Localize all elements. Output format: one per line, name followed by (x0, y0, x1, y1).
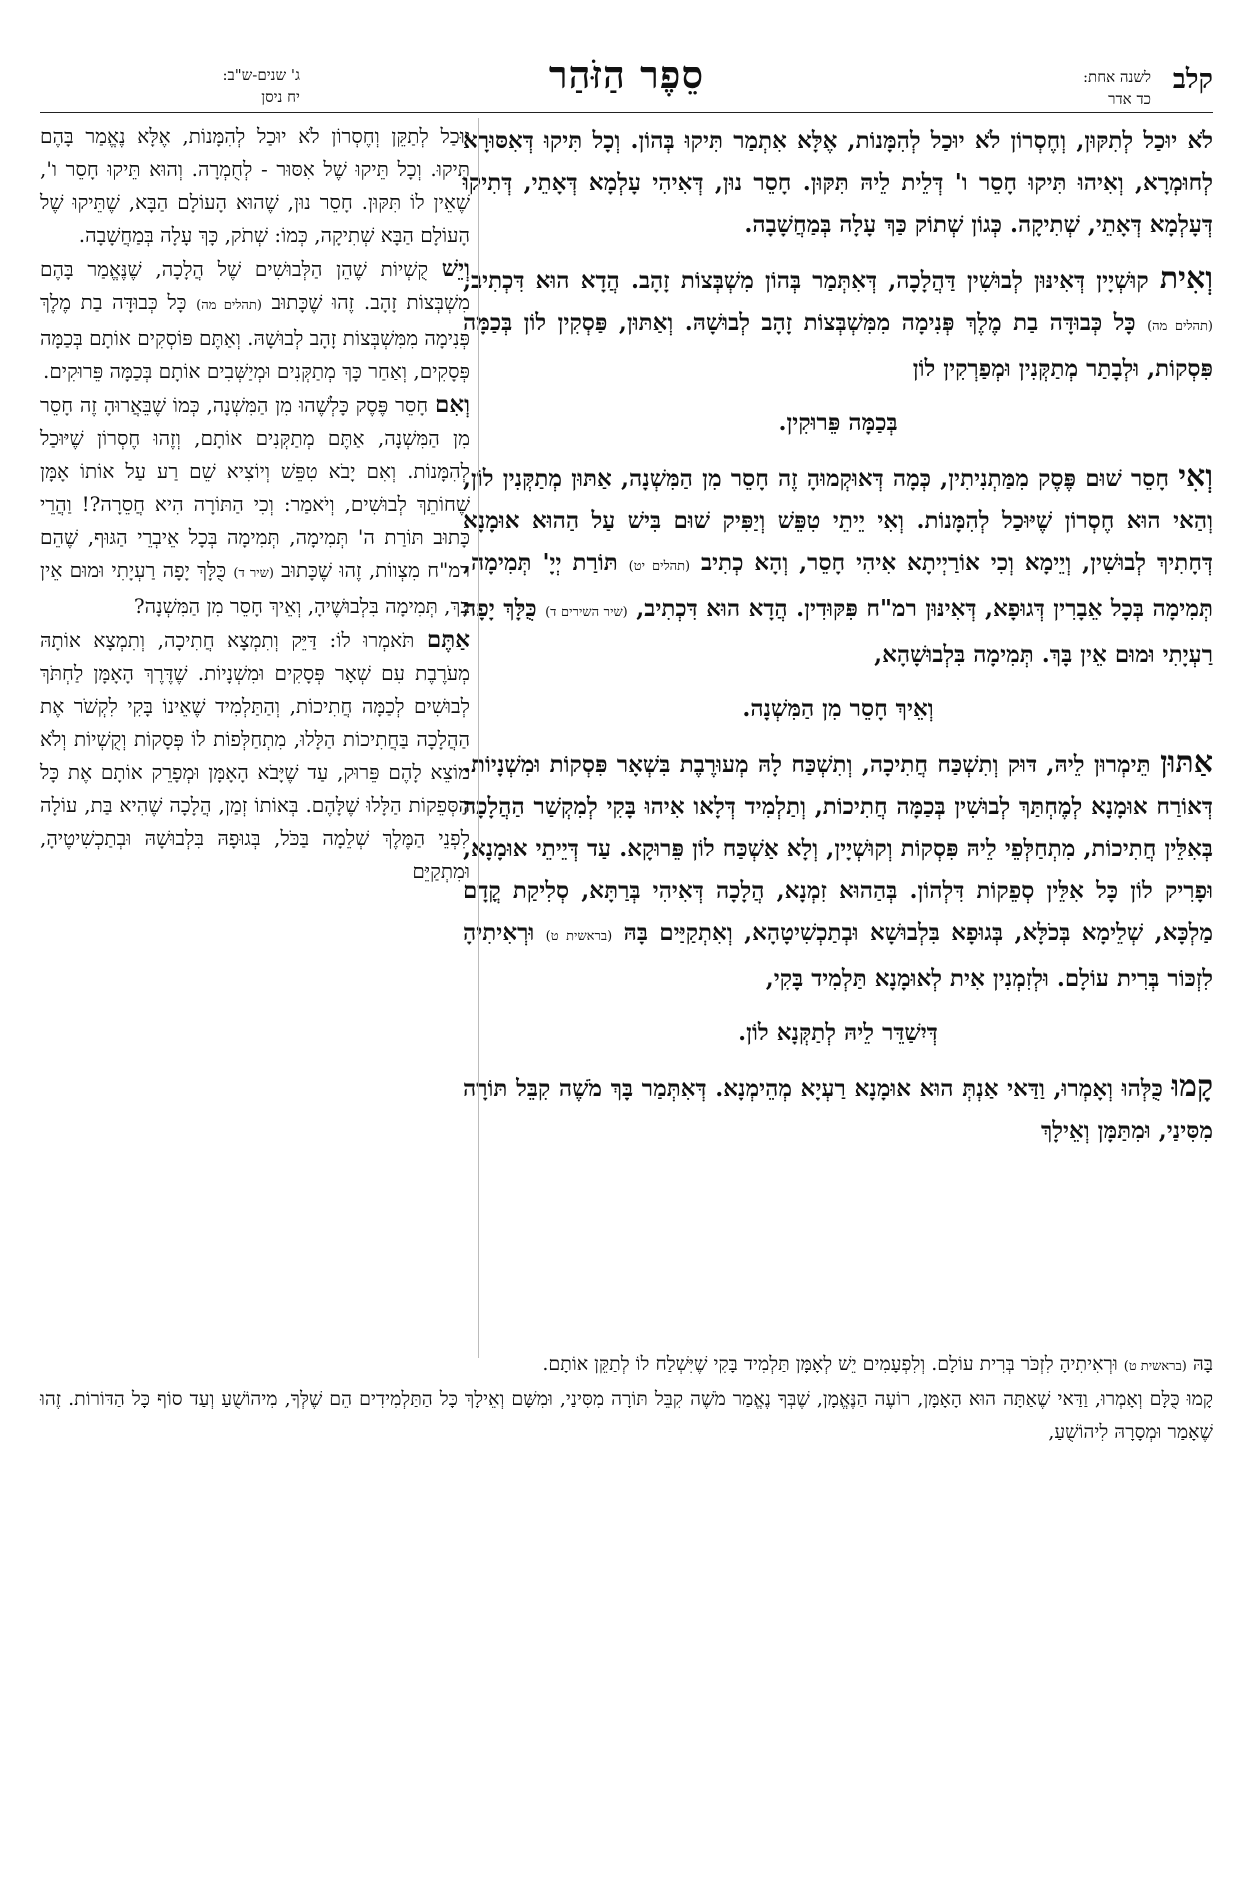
main-p3-citation-2: (שיר השירים ד) (545, 605, 628, 620)
main-p3-text-b: תּוֹרַת יְיָ' תְּמִימָה, תְּמִימָה בְּכָל אֵבָרִין דְּגוּפָא, דְּאִינּוּן רמ"ח פִּקּוּדִין. הֲדָא הוּא דִּכְתִיב, (463, 549, 1213, 622)
main-text-column (463, 120, 1213, 1800)
header-right-line1: לשנה אחת: (1083, 68, 1151, 86)
column-divider (478, 118, 479, 1358)
main-p4-initial: אַתּוּן (1160, 745, 1213, 780)
header-left (40, 64, 300, 108)
main-p2-initial: וְאִית (1159, 261, 1213, 296)
header-left-line1: ג' שנים-ש"ב: (222, 66, 300, 84)
bottom-b2-text-a: כֻּלָּם וְאָמְרוּ, וַדַּאי שֶׁאַתָּה הוּא הָאָמָּן, רוֹעֶה הַנֶּאֱמָן, שֶׁבְּךָ נֶאֱמַר מֹשֶׁה קִבֵּל תּוֹרָה מִסִּינַי, וּמִשָּׁם וְאֵילָךְ כָּל הַתַּלְמִידִים הֵם שֶׁלְּךָ, מִיהוֹשֻׁעַ וְעַד סוֹף כָּל הַדּוֹרוֹת. זֶהוּ שֶׁאָמַר וּמְסָרָהּ לִיהוֹשֻׁעַ, (40, 1388, 1213, 1443)
page-number: קלב (1172, 64, 1213, 95)
main-paragraph-1 (463, 120, 1213, 246)
side-s2-citation: (תהלים מה) (196, 298, 262, 313)
bottom-translation (40, 1348, 1213, 1449)
main-p4-text-b: וּרְאִיתִיהָ לִזְכּוֹר בְּרִית עוֹלָם. וּלְזִמְנִין אִית לְאוּמָנָא תַּלְמִיד בָּקִי, (463, 919, 1213, 992)
header-left-line2: יח ניסן (261, 88, 300, 106)
bottom-line-1 (40, 1348, 1213, 1383)
main-paragraph-4-end (463, 1012, 1213, 1054)
side-paragraph-4 (40, 623, 470, 888)
main-p4-end: דְּיִשַׁדֵּר לֵיהּ לְתַקְּנָא לוֹן. (738, 1019, 938, 1046)
side-paragraph-1 (40, 120, 470, 252)
main-paragraph-5 (463, 1066, 1213, 1152)
bottom-b1-text-a: בָּהּ (1186, 1353, 1213, 1375)
main-paragraph-4 (463, 742, 1213, 1000)
main-paragraph-2 (463, 258, 1213, 390)
bottom-b1-citation: (בראשית ט) (1123, 1359, 1187, 1374)
main-p3-initial: וְאִי (1178, 459, 1213, 494)
bottom-b1-text-b: וּרְאִיתִיהָ לִזְכֹּר בְּרִית עוֹלָם. וְלִפְעָמִים יֵשׁ לְאָמָּן תַּלְמִיד בָּקִי שֶׁיִּשְׁלַח לוֹ לְתַקֵּן אוֹתָם. (542, 1353, 1124, 1375)
side-s3-text-a: חָסֵר פֶּסֶק כָּלְשֶׁהוּ מִן הַמִּשְׁנָה, כְּמוֹ שֶׁבֵּאֲרוּהָ זֶה חָסֵר מִן הַמִּשְׁנָה, אַתֶּם מְתַקְּנִים אוֹתָם, וְזֶהוּ חֶסְרוֹן שֶׁיּוּכַל לְהִמָּנוֹת. וְאִם יָבֹא טִפֵּשׁ וְיוֹצִיא שֵׁם רַע עַל אוֹתוֹ אָמָּן שֶׁחוֹתֵךְ לְבוּשִׁים, וְיֹאמַר: וְכִי הַתּוֹרָה הִיא חֲסֵרָה?! וַהֲרֵי כָּתוּב תּוֹרַת ה' תְּמִימָה, תְּמִימָה בְּכָל אֵיבְרֵי הַגּוּף, שֶׁהֵם רמ"ח מִצְווֹת, זֶהוּ שֶׁכָּתוּב (40, 393, 471, 582)
side-s1-text: יוּכַל לְתַקֵּן וְחֶסְרוֹן לֹא יוּכַל לְהִמָּנוֹת, אֶלָּא נֶאֱמַר בָּהֶם תֵּיקוּ. וְכָל תֵּיקוּ שֶׁל אִסּוּר - לְחֻמְרָה. וְהוּא תֵּיקוּ חָסֵר ו', שֶׁאֵין לוֹ תִּקּוּן. חָסֵר נוּן, שֶׁהוּא הָעוֹלָם הַבָּא, שֶׁתֵּיקוּ שֶׁל הָעוֹלָם הַבָּא שְׁתִיקָה, כְּמוֹ: שְׁתֹק, כָּךְ עָלָה בְּמַחֲשָׁבָה. (40, 124, 470, 247)
book-title: סֵפֶר הַזֹּהַר (548, 52, 705, 97)
main-p2-citation: (תהלים מה) (1147, 319, 1214, 334)
header-right-line2: כד אדר (1108, 90, 1151, 108)
main-p2-end: בְּכַמָּה פֵּרוּקִין. (778, 409, 898, 436)
main-p3-text-a: חָסֵר שׁוּם פֶּסֶק מִמַּתְנִיתִין, כְּמָה דְּאוּקְמוּהָ זֶה חָסֵר מִן הַמִּשְׁנָה, אַתּוּן מְתַקְּנִין לוֹן, וְהַאי הוּא חֶסְרוֹן שֶׁיּוּכַל לְהִמָּנוֹת. וְאִי יֵיתֵי טִפֵּשׁ וְיַפִּיק שׁוּם בִּישׁ עַל הַהוּא אוּמָנָא דְּחָתִיךְ לְבוּשִׁין, וְיֵימָא וְכִי אוֹרַיְיתָא אִיהִי חָסֵר, וְהָא כְתִיב (463, 465, 1213, 576)
main-p2-text-b: כָּל כְּבוּדָּה בַת מֶלֶךְ פְּנִימָה מִמִּשְׁבְּצוֹת זָהָב לְבוּשָׁהּ. וְאַתּוּן, פַּסְקִין לוֹן בְּכַמָּה פִּסְקוֹת, וּלְבָתַר מְתַקְּנִין וּמְפַרְקִין לוֹן (463, 309, 1213, 382)
bottom-b2-lead: קָמוּ (1186, 1388, 1213, 1410)
main-p3-citation-1: (תהלים יט) (628, 559, 691, 574)
main-p3-text-c: כֻּלָּךְ יָפָה רַעְיָתִי וּמוּם אֵין בָּךְ. תְּמִימָה בִּלְבוּשָׁהָא, (463, 595, 1213, 668)
main-paragraph-3-end (463, 688, 1213, 730)
side-paragraph-2 (40, 252, 470, 388)
translation-column (40, 120, 470, 1800)
main-paragraph-2-end (463, 402, 1213, 444)
side-s3-citation: (שיר ד) (233, 566, 274, 581)
side-s4-lead: אַתֶּם (426, 626, 470, 653)
main-p4-citation: (בראשית ט) (545, 929, 613, 944)
header-rule (40, 112, 1213, 113)
main-p4-text-a: תֵּימְרוּן לֵיהּ, דּוּק וְתִשְׁכַּח חֲתִיכָה, וְתִשְׁכַּח לָהּ מְעוּרֶבֶת בִּשְׁאָר פִּסְקוֹת וּמִשְׁנָיוֹת. דְּאוֹרַח אוּמָנָא לְמֶחְתַּךְ לְבוּשִׁין בְּכַמָּה חֲתִיכוֹת, וְתַלְמִיד דְּלָאו אִיהוּ בָּקִי לְמִקְשַׁר הַהֲלָכָה בְּאִלֵּין חֲתִיכוֹת, מִתְחַלְּפֵי לֵיהּ פִּסְקוֹת וְקוּשְׁיָין, וְלָא אַשְׁכַּח לוֹן פֵּרוּקָא. עַד דְּיֵיתֵי אוּמָנָא, וּפָרִיק לוֹן כָּל אִלֵּין סְפֵקוֹת דִּלְהוֹן. בְּהַהוּא זִמְנָא, הֲלָכָה דְּאִיהִי בְּרַתָּא, סְלִיקַת קֳדָם מַלְכָּא, שְׁלֵימָא בְּכֹלָּא, בְּגוּפָא בִּלְבוּשָׁא וּבְתַכְשִׁיטָהָא, וְאִתְקַיַּים בָּהּ (463, 751, 1213, 946)
main-p3-end: וְאֵיךְ חָסֵר מִן הַמִּשְׁנָה. (742, 695, 934, 722)
header-right-dates (1083, 66, 1151, 110)
main-p2-text-a: קוּשְׁיָין דְּאִינּוּן לְבוּשִׁין דַּהֲלָכָה, דְּאִתְּמַר בְּהוֹן מִשְׁבְּצוֹת זָהָב. הֲדָא הוּא דִּכְתִיב, (463, 267, 1160, 294)
side-s2-text-b: כָּל כְּבוּדָּה בַת מֶלֶךְ פְּנִימָה מִמִּשְׁבְּצוֹת זָהָב לְבוּשָׁהּ. וְאַתֶּם פּוֹסְקִים אוֹתָם בְּכַמָּה פְּסָקִים, וְאַחַר כָּךְ מְתַקְּנִים וּמְיַשְּׁבִים אוֹתָם בְּכַמָּה פֵּרוּקִים. (39, 290, 470, 383)
side-s4-text-a: תֹּאמְרוּ לוֹ: דַּיֵּק וְתִמְצָא חֲתִיכָה, וְתִמְצָא אוֹתָהּ מְעֹרֶבֶת עִם שְׁאָר פְּסָקִים וּמִשְׁנָיוֹת. שֶׁדֶּרֶךְ הָאָמָּן לַחְתֹּךְ לְבוּשִׁים לְכַמָּה חֲתִיכוֹת, וְהַתַּלְמִיד שֶׁאֵינוֹ בָּקִי לִקְשֹׁר אֶת הַהֲלָכָה בַּחֲתִיכוֹת הַלָּלוּ, מִתְחַלְּפוֹת לוֹ פְּסָקוֹת וְקֻשְׁיוֹת וְלֹא מוֹצֵא לָהֶם פֵּרוּק, עַד שֶׁיָּבֹא הָאָמָּן וּמְפָרֵק אוֹתָם אֶת כָּל הַסְּפֵקוֹת הַלָּלוּ שֶׁלָּהֶם. בְּאוֹתוֹ זְמַן, הֲלָכָה שֶׁהִיא בַּת, עוֹלָה לִפְנֵי הַמֶּלֶךְ שְׁלֵמָה בַּכֹּל, בְּגוּפָהּ בִּלְבוּשָׁהּ וּבְתַכְשִׁיטֶיהָ, וּמִתְקַיֵּם (40, 628, 470, 883)
side-s2-text-a: קֻשְׁיוֹת שֶׁהֵן הַלְּבוּשִׁים שֶׁל הֲלָכָה, שֶׁנֶּאֱמַר בָּהֶם מִשְׁבְּצוֹת זָהָב. זֶהוּ שֶׁכָּתוּב (40, 257, 470, 314)
side-s2-lead: וְיֵשׁ (441, 255, 470, 282)
side-s3-lead: וְאִם (434, 391, 470, 418)
main-p1-text: לֹא יוּכַל לְתִקּוּן, וְחֶסְרוֹן לֹא יוּכַל לְהִמָּנוֹת, אֶלָּא אִתְמַר תִּיקוּ בְּהוֹן. וְכָל תִּיקוּ דְּאִסּוּרָא לְחוּמְרָא, וְאִיהוּ תִּיקוּ חָסֵר ו' דְּלֵית לֵיהּ תִּקּוּן. חָסֵר נוּן, דְּאִיהִי עָלְמָא דְּאָתֵי, דְּתִיקוּ דְּעָלְמָא דְּאָתֵי, שְׁתִיקָה. כְּגוֹן שְׁתוֹק כַּךְ עָלָה בְּמַחֲשָׁבָה. (463, 127, 1213, 238)
main-p5-text-a: כֻּלְּהוּ וְאָמְרוּ, וַדַּאי אַנְתְּ הוּא אוּמָנָא רַעְיָא מְהֵימְנָא. דְּאִתְּמַר בָּךְ מֹשֶׁה קִבֵּל תּוֹרָה מִסִּינַי, וּמִתַּמָּן וְאֵילָךְ (463, 1075, 1213, 1144)
main-paragraph-3 (463, 456, 1213, 676)
bottom-line-2 (40, 1383, 1213, 1449)
side-paragraph-3 (40, 388, 470, 623)
side-s3-text-b: כֻּלָּךְ יָפָה רַעְיָתִי וּמוּם אֵין בָּךְ, תְּמִימָה בִּלְבוּשֶׁיהָ, וְאֵיךְ חָסֵר מִן הַמִּשְׁנָה? (40, 558, 470, 618)
main-p5-initial: קָמוּ (1171, 1069, 1213, 1104)
